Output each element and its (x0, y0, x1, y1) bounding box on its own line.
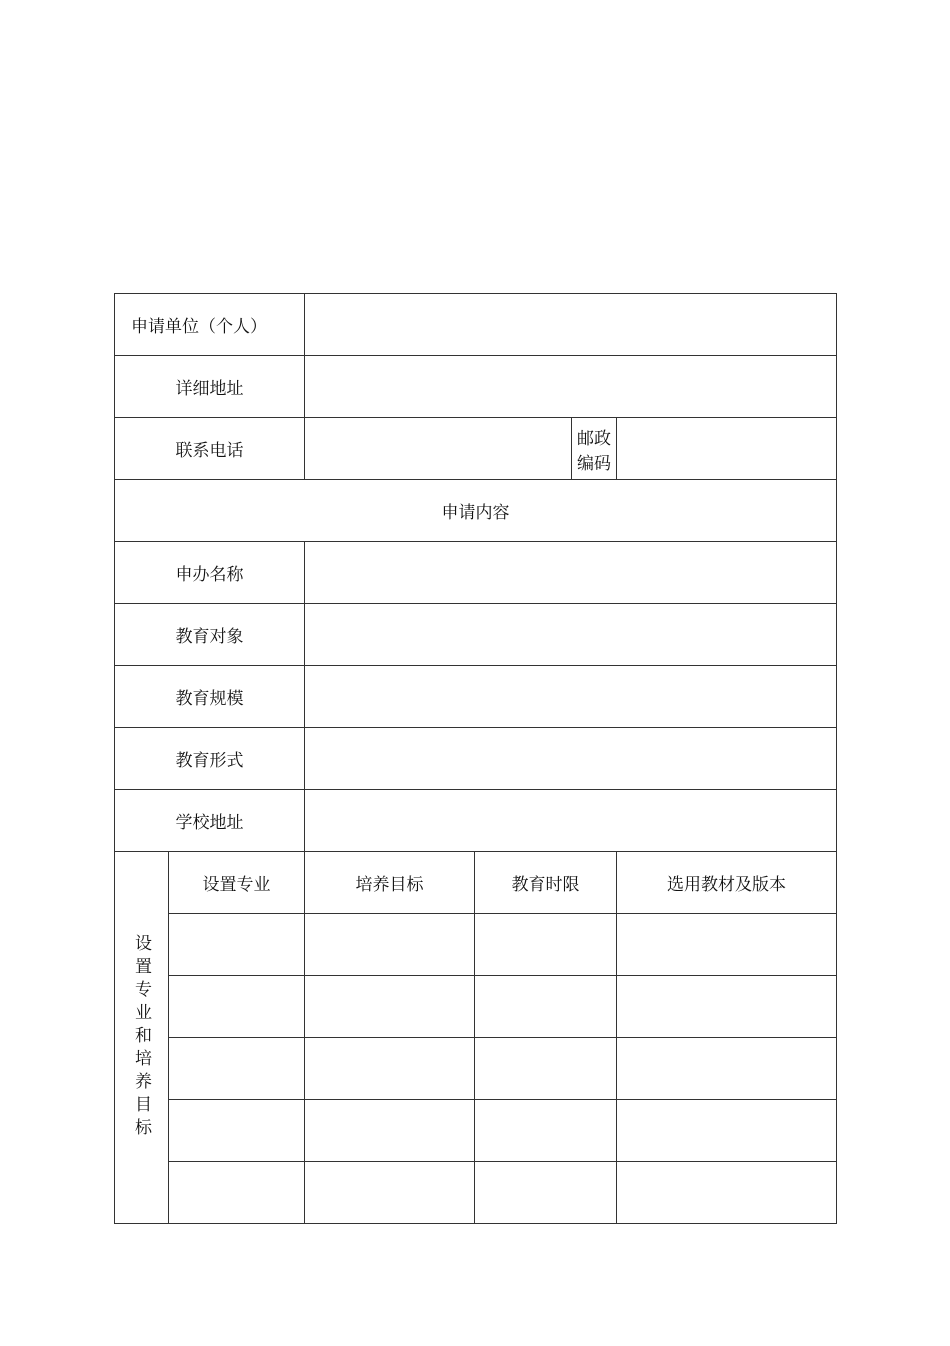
applicant-label: 申请单位（个人） (115, 294, 305, 356)
majors-row (115, 1162, 837, 1224)
applicant-value-cell[interactable] (305, 294, 837, 356)
majors-section-label: 设置专业和培养目标 (115, 852, 169, 1224)
majors-header-row (115, 852, 837, 914)
majors-row (115, 914, 837, 976)
field-label: 教育规模 (115, 666, 305, 728)
majors-cell[interactable] (305, 976, 475, 1038)
section-title-row (115, 480, 837, 542)
phone-label: 联系电话 (115, 418, 305, 480)
postcode-value-cell[interactable] (617, 418, 837, 480)
field-value-cell[interactable] (305, 790, 837, 852)
majors-row (115, 1100, 837, 1162)
field-label: 教育对象 (115, 604, 305, 666)
field-row (115, 790, 837, 852)
majors-cell[interactable] (169, 1100, 305, 1162)
applicant-row (115, 294, 837, 356)
field-row (115, 604, 837, 666)
majors-cell[interactable] (305, 914, 475, 976)
majors-header: 设置专业 (169, 852, 305, 914)
field-row (115, 728, 837, 790)
field-label: 学校地址 (115, 790, 305, 852)
majors-cell[interactable] (617, 1162, 837, 1224)
address-label: 详细地址 (115, 356, 305, 418)
section-title: 申请内容 (115, 480, 837, 542)
majors-cell[interactable] (305, 1100, 475, 1162)
majors-cell[interactable] (169, 1162, 305, 1224)
field-value-cell[interactable] (305, 666, 837, 728)
majors-row (115, 976, 837, 1038)
field-value-cell[interactable] (305, 542, 837, 604)
address-row (115, 356, 837, 418)
address-value-cell[interactable] (305, 356, 837, 418)
majors-cell[interactable] (305, 1038, 475, 1100)
majors-cell[interactable] (617, 1100, 837, 1162)
field-value-cell[interactable] (305, 604, 837, 666)
majors-cell[interactable] (617, 1038, 837, 1100)
majors-cell[interactable] (169, 914, 305, 976)
majors-cell[interactable] (617, 976, 837, 1038)
phone-value-cell[interactable] (305, 418, 572, 480)
field-label: 申办名称 (115, 542, 305, 604)
majors-cell[interactable] (169, 976, 305, 1038)
majors-cell[interactable] (169, 1038, 305, 1100)
majors-cell[interactable] (305, 1162, 475, 1224)
majors-header: 培养目标 (305, 852, 475, 914)
majors-cell[interactable] (475, 976, 617, 1038)
field-row (115, 542, 837, 604)
field-value-cell[interactable] (305, 728, 837, 790)
majors-header: 教育时限 (475, 852, 617, 914)
application-form-table (114, 293, 837, 1224)
majors-cell[interactable] (475, 1162, 617, 1224)
majors-header: 选用教材及版本 (617, 852, 837, 914)
majors-cell[interactable] (475, 914, 617, 976)
majors-row (115, 1038, 837, 1100)
majors-cell[interactable] (475, 1100, 617, 1162)
field-row (115, 666, 837, 728)
field-label: 教育形式 (115, 728, 305, 790)
majors-cell[interactable] (617, 914, 837, 976)
postcode-label: 邮政编码 (572, 418, 617, 480)
contact-row (115, 418, 837, 480)
majors-cell[interactable] (475, 1038, 617, 1100)
